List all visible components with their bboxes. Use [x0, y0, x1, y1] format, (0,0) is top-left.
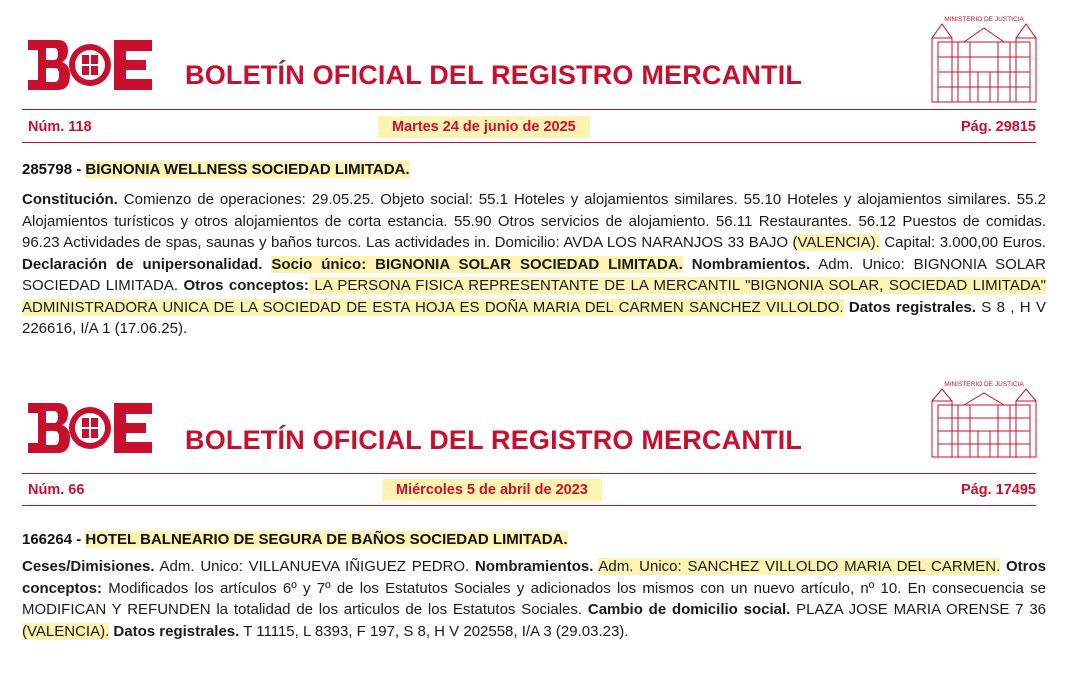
boe-entry-2 [0, 363, 1080, 640]
ministry-building-icon [930, 379, 1038, 459]
section-text: Capital: 3.000,00 Euros. [879, 234, 1046, 251]
section-label: Ceses/Dimisiones. [22, 558, 155, 575]
boe-logo-icon [28, 40, 152, 90]
issue-number: Núm. 66 [28, 482, 85, 498]
highlight-sole-partner: Socio único: BIGNONIA SOLAR SOCIEDAD LIMITADA. [271, 255, 683, 273]
meta-rule [22, 142, 1036, 143]
entry-id: 285798 - [22, 161, 82, 178]
section-label: Datos registrales. [848, 298, 976, 316]
section-label: Otros conceptos: [22, 558, 1047, 597]
issue-meta [22, 116, 1036, 140]
company-name: BIGNONIA WELLNESS SOCIEDAD LIMITADA. [85, 161, 410, 178]
section-text: Modificados los artículos 6º y 7º de los Estatutos Sociales y adicionados los mismos con un nuevo artículo, nº 10. En consecuencia se MODIFICAN Y REFUNDEN la totalidad de los articulos de los Estatutos Sociales. [22, 579, 1046, 618]
boe-logo-icon [28, 403, 152, 453]
entry-title [22, 531, 568, 548]
entry-title [22, 161, 410, 178]
entry-id: 166264 - [22, 531, 82, 548]
section-text: T 11115, L 8393, F 197, S 8, H V 202558, I/A 3 (29.03.23). [239, 622, 629, 640]
masthead [0, 0, 1080, 100]
highlight-appointment: Adm. Unico: SANCHEZ VILLOLDO MARIA DEL CARMEN. [598, 558, 1001, 575]
page-number: Pág. 17495 [961, 482, 1036, 498]
ministry-building-icon [930, 12, 1038, 104]
meta-rule [22, 505, 1036, 506]
highlight-location: (VALENCIA). [22, 622, 110, 640]
highlight-location: (VALENCIA). [792, 234, 880, 251]
ministry-label: MINISTERIO DE JUSTICIA [944, 381, 1024, 388]
page-title: BOLETÍN OFICIAL DEL REGISTRO MERCANTIL [185, 60, 803, 90]
section-text: Adm. Unico: VILLANUEVA IÑIGUEZ PEDRO. [154, 558, 476, 575]
company-name: HOTEL BALNEARIO DE SEGURA DE BAÑOS SOCIEDAD LIMITADA. [85, 531, 568, 548]
header-rule [22, 473, 1036, 474]
page-number: Pág. 29815 [961, 119, 1036, 135]
section-label: Otros conceptos: [183, 277, 309, 294]
section-label: Cambio de domicilio social. [587, 601, 791, 618]
section-label: Constitución. [22, 191, 118, 208]
section-label: Datos registrales. [113, 622, 240, 640]
issue-number: Núm. 118 [28, 119, 92, 135]
issue-meta [22, 479, 1036, 503]
entry-body [22, 189, 1046, 340]
section-text: Comienzo de operaciones: 29.05.25. Objeto social: 55.1 Hoteles y alojamientos similares. 55.10 Hoteles y alojamientos similares. 55.2 Alojamientos turísticos y otros alojamientos de corta estancia. 55.90 Otros servicios de alojamiento. 56.11 Restaurantes. 56.12 Puestos de comidas. 96.23 Actividades de spas, saunas y baños turcos. Las actividades in. Domicilio: AVDA LOS NARANJOS 33 BAJO [22, 191, 1046, 251]
header-rule [22, 109, 1036, 110]
ministry-label: MINISTERIO DE JUSTICIA [944, 16, 1024, 23]
section-text: S 8 , H V 226616, I/A 1 (17.06.25). [22, 298, 1046, 337]
page-title: BOLETÍN OFICIAL DEL REGISTRO MERCANTIL [185, 425, 803, 455]
entry-body [22, 556, 1046, 642]
section-text: PLAZA JOSE MARIA ORENSE 7 36 [790, 601, 1047, 618]
issue-date: Miércoles 5 de abril de 2023 [382, 479, 602, 501]
section-label: Declaración de unipersonalidad. [22, 255, 263, 273]
boe-entry-1 [0, 0, 1080, 337]
section-label: Nombramientos. [691, 255, 811, 273]
section-text: Adm. Unico: BIGNONIA SOLAR SOCIEDAD LIMITADA. [22, 255, 1046, 294]
highlight-other-concepts: LA PERSONA FISICA REPRESENTANTE DE LA MERCANTIL "BIGNONIA SOLAR, SOCIEDAD LIMITADA" ADMINISTRADORA UNICA DE LA SOCIEDAD DE ESTA HOJA ES DOÑA MARIA DEL CARMEN SANCHEZ VILLOLDO. [22, 277, 1047, 316]
section-label: Nombramientos. [475, 558, 594, 575]
issue-date: Martes 24 de junio de 2025 [378, 116, 590, 138]
masthead [0, 363, 1080, 463]
